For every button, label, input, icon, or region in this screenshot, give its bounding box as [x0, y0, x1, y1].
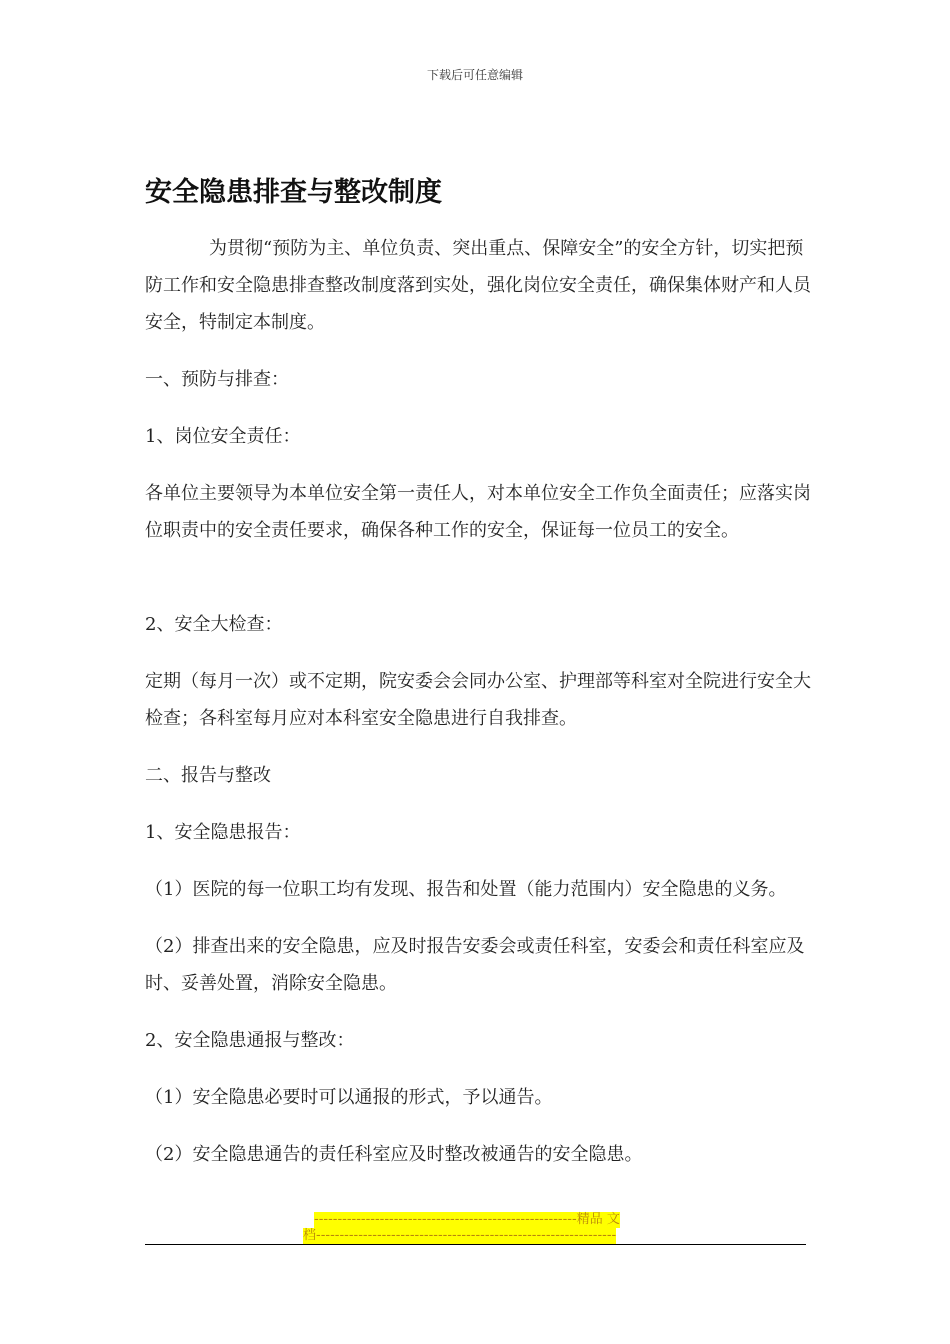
- section2-item2-heading: 2、安全隐患通报与整改：: [145, 1030, 355, 1051]
- intro-paragraph: 为贯彻“预防为主、单位负责、突出重点、保障安全”的安全方针，切实把预防工作和安全隐患排查整改制度落到实处，强化岗位安全责任，确保集体财产和人员安全，特制定本制度。: [145, 238, 811, 333]
- footer-rule: [145, 1244, 806, 1245]
- section1-item1-heading: 1、岗位安全责任：: [145, 426, 301, 447]
- section2-heading: 二、报告与整改: [145, 765, 271, 786]
- footer-watermark-line1: --------------------------------------------------------精品 文: [314, 1212, 620, 1227]
- section2-item1-p2: （2）排查出来的安全隐患，应及时报告安委会或责任科室，安委会和责任科室应及时、妥善处置，消除安全隐患。: [145, 936, 805, 994]
- section1-item2-heading: 2、安全大检查：: [145, 614, 283, 635]
- section1-heading: 一、预防与排查：: [145, 369, 289, 390]
- section1-item1-text: 各单位主要领导为本单位安全第一责任人，对本单位安全工作负全面责任；应落实岗位职责中的安全责任要求，确保各种工作的安全，保证每一位员工的安全。: [145, 483, 811, 541]
- header-note: 下载后可任意编辑: [426, 68, 523, 82]
- section2-item2-p2: （2）安全隐患通告的责任科室应及时整改被通告的安全隐患。: [145, 1144, 643, 1165]
- section2-item2-p1: （1）安全隐患必要时可以通报的形式，予以通告。: [145, 1087, 553, 1108]
- document-title: 安全隐患排查与整改制度: [145, 177, 442, 208]
- section2-item1-p1: （1）医院的每一位职工均有发现、报告和处置（能力范围内）安全隐患的义务。: [145, 879, 787, 900]
- footer-watermark-line2: 档----------------------------------------------------------------: [303, 1228, 617, 1243]
- section2-item1-heading: 1、安全隐患报告：: [145, 822, 301, 843]
- section1-item2-text: 定期（每月一次）或不定期，院安委会会同办公室、护理部等科室对全院进行安全大检查；各科室每月应对本科室安全隐患进行自我排查。: [145, 671, 811, 729]
